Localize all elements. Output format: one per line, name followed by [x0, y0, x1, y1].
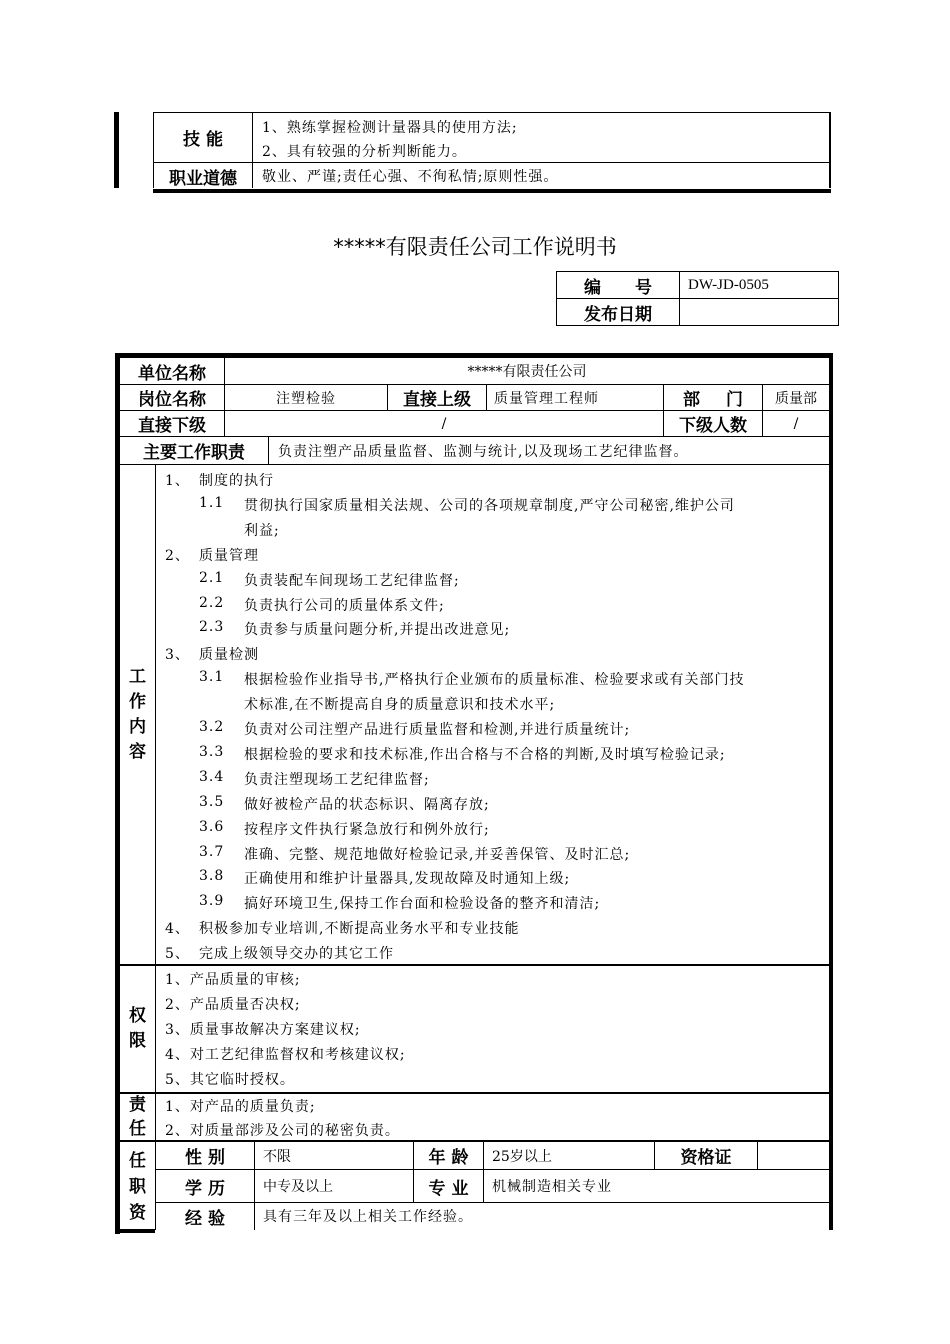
unit-label: 单位名称	[138, 363, 206, 384]
document-title: *****有限责任公司工作说明书	[333, 235, 617, 259]
responsibility-line: 2、对质量部涉及公司的秘密负责。	[165, 1123, 400, 1139]
authority-line: 2、产品质量否决权;	[165, 997, 301, 1013]
work-line-number: 3.4	[199, 768, 225, 785]
work-line: 正确使用和维护计量器具,发现故障及时通知上级;	[244, 871, 571, 888]
skill-line-2: 2、具有较强的分析判断能力。	[262, 144, 467, 160]
superior-label: 直接上级	[403, 390, 471, 410]
work-line-number: 3.1	[199, 669, 225, 686]
age-label: 年 龄	[428, 1148, 469, 1168]
authority-label: 权 限	[129, 1006, 146, 1051]
education-label: 学 历	[185, 1178, 225, 1199]
number-label: 编 号	[584, 277, 652, 298]
work-line: 积极参加专业培训,不断提高业务水平和专业技能	[199, 921, 520, 938]
subordinate-value: /	[441, 415, 447, 432]
sub-count-value: /	[793, 415, 799, 432]
major-value: 机械制造相关专业	[492, 1179, 612, 1195]
unit-value: *****有限责任公司	[467, 364, 587, 380]
work-line: 按程序文件执行紧急放行和例外放行;	[244, 821, 490, 838]
dept-label: 部 门	[683, 390, 743, 410]
education-value: 中专及以上	[263, 1179, 333, 1195]
work-line: 术标准,在不断提高自身的质量意识和技术水平;	[244, 697, 556, 714]
responsibility-label: 责 任	[129, 1095, 146, 1139]
work-line-number: 2.3	[199, 619, 225, 636]
work-line-number: 4、	[165, 921, 190, 938]
number-value: DW-JD-0505	[688, 276, 769, 293]
authority-line: 3、质量事故解决方案建议权;	[165, 1022, 361, 1038]
work-line-number: 3、	[165, 647, 190, 664]
dept-value: 质量部	[775, 390, 817, 407]
work-line-number: 3.6	[199, 818, 225, 835]
experience-value: 具有三年及以上相关工作经验。	[263, 1209, 473, 1225]
work-line-number: 2、	[165, 547, 190, 564]
work-line-number: 3.5	[199, 793, 225, 810]
authority-line: 5、其它临时授权。	[165, 1072, 295, 1088]
superior-value: 质量管理工程师	[494, 390, 599, 407]
subordinate-label: 直接下级	[138, 416, 206, 436]
authority-line: 1、产品质量的审核;	[165, 972, 301, 988]
work-line: 利益;	[244, 522, 280, 539]
authority-line: 4、对工艺纪律监督权和考核建议权;	[165, 1047, 406, 1063]
work-line: 质量检测	[199, 647, 259, 664]
post-value: 注塑检验	[276, 390, 336, 407]
work-line: 根据检验的要求和技术标准,作出合格与不合格的判断,及时填写检验记录;	[244, 746, 726, 763]
work-line-number: 3.9	[199, 893, 225, 910]
ethics-label: 职业道德	[169, 168, 237, 189]
qualification-label: 任 职 资	[129, 1151, 146, 1223]
work-line-number: 1.1	[199, 494, 225, 511]
work-line: 完成上级领导交办的其它工作	[199, 946, 394, 963]
work-line-number: 3.3	[199, 743, 225, 760]
work-line-number: 2.2	[199, 594, 225, 611]
skill-label: 技 能	[183, 130, 223, 150]
duty-value: 负责注塑产品质量监督、监测与统计,以及现场工艺纪律监督。	[278, 443, 689, 460]
work-line-number: 3.8	[199, 868, 225, 885]
work-line: 负责执行公司的质量体系文件;	[244, 597, 445, 614]
work-line: 根据检验作业指导书,严格执行企业颁布的质量标准、检验要求或有关部门技	[244, 672, 745, 689]
skill-line-1: 1、熟练掌握检测计量器具的使用方法;	[262, 120, 518, 136]
major-label: 专 业	[428, 1178, 469, 1199]
work-line: 准确、完整、规范地做好检验记录,并妥善保管、及时汇总;	[244, 846, 631, 863]
responsibility-line: 1、对产品的质量负责;	[165, 1099, 316, 1115]
work-line-number: 3.2	[199, 719, 225, 735]
gender-value: 不限	[263, 1148, 291, 1165]
work-content-label: 工 作 内 容	[129, 667, 146, 762]
experience-label: 经 验	[185, 1208, 225, 1229]
sub-count-label: 下级人数	[679, 416, 747, 436]
ethics-text: 敬业、严谨;责任心强、不徇私情;原则性强。	[262, 169, 559, 185]
work-line-number: 5、	[165, 946, 190, 963]
work-line: 负责装配车间现场工艺纪律监督;	[244, 572, 460, 589]
work-line-number: 2.1	[199, 569, 225, 586]
work-line-number: 3.7	[199, 843, 225, 860]
duty-label: 主要工作职责	[143, 443, 245, 463]
work-line: 负责注塑现场工艺纪律监督;	[244, 771, 430, 788]
work-line: 贯彻执行国家质量相关法规、公司的各项规章制度,严守公司秘密,维护公司	[244, 497, 735, 514]
work-line: 质量管理	[199, 547, 259, 564]
work-line-number: 1、	[165, 473, 190, 489]
work-line: 搞好环境卫生,保持工作台面和检验设备的整齐和清洁;	[244, 896, 601, 913]
date-label: 发布日期	[584, 304, 652, 325]
post-label: 岗位名称	[138, 390, 206, 410]
work-line: 制度的执行	[199, 473, 274, 489]
age-value: 25岁以上	[492, 1148, 552, 1165]
work-line: 负责参与质量问题分析,并提出改进意见;	[244, 622, 511, 639]
cert-label: 资格证	[680, 1148, 732, 1168]
gender-label: 性 别	[185, 1148, 225, 1168]
work-line: 做好被检产品的状态标识、隔离存放;	[244, 796, 490, 813]
work-line: 负责对公司注塑产品进行质量监督和检测,并进行质量统计;	[244, 722, 631, 738]
